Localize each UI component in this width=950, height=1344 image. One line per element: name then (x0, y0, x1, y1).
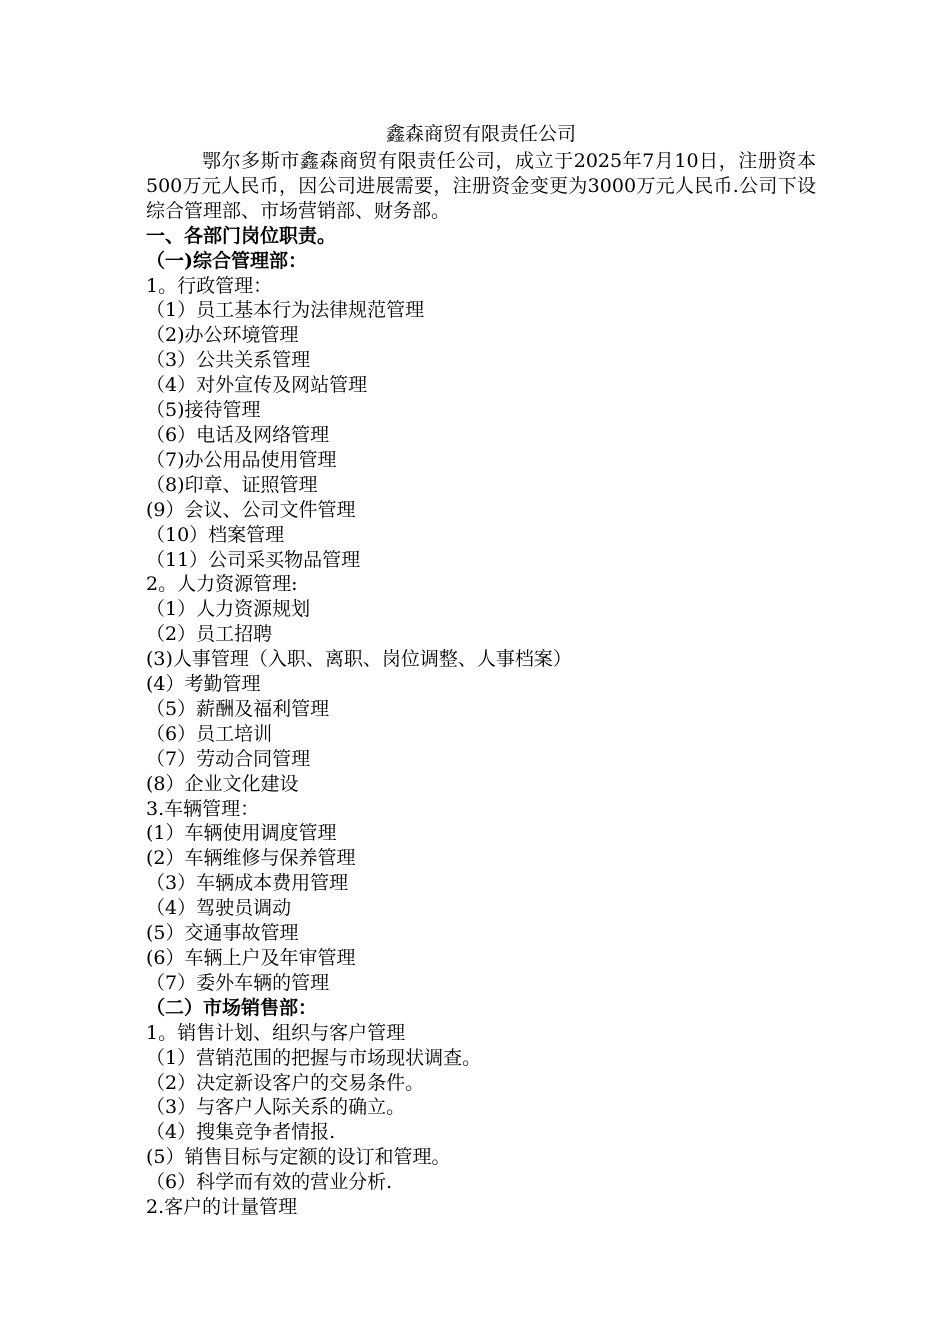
document-title: 鑫森商贸有限责任公司 (385, 123, 576, 145)
list-item: （7）劳动合同管理 (146, 747, 311, 770)
category-heading: 2。人力资源管理: (146, 573, 298, 596)
list-item: （6）电话及网络管理 (146, 423, 330, 446)
list-item: (3)人事管理（入职、离职、岗位调整、人事档案） (146, 648, 572, 671)
list-item: （4）驾驶员调动 (146, 897, 292, 920)
list-item: （7）委外车辆的管理 (146, 971, 330, 994)
subsection-heading: （二）市场销售部： (146, 996, 318, 1019)
list-item: (2）车辆维修与保养管理 (146, 847, 356, 870)
list-item: （1）员工基本行为法律规范管理 (146, 299, 425, 322)
subsection-heading: （一)综合管理部： (146, 249, 307, 272)
list-item: （3）与客户人际关系的确立。 (146, 1096, 406, 1119)
list-item: （6）科学而有效的营业分析. (146, 1171, 393, 1194)
list-item: （2）决定新设客户的交易条件。 (146, 1071, 425, 1094)
list-item: (5）交通事故管理 (146, 922, 299, 945)
list-item: (5）销售目标与定额的设订和管理。 (146, 1146, 451, 1169)
list-item: (4）考勤管理 (146, 673, 261, 696)
list-item: （11）公司采买物品管理 (146, 548, 361, 571)
category-heading: 3.车辆管理： (146, 797, 260, 820)
list-item: （4）搜集竞争者情报. (146, 1121, 336, 1144)
list-item: (9）会议、公司文件管理 (146, 498, 356, 521)
section-heading: 一、各部门岗位职责。 (146, 224, 337, 247)
list-item: （3）公共关系管理 (146, 349, 311, 372)
document-page (146, 120, 816, 1220)
list-item: （8)印章、证照管理 (146, 473, 318, 496)
list-item: （4）对外宣传及网站管理 (146, 374, 368, 397)
list-item: （7)办公用品使用管理 (146, 448, 337, 471)
list-item: (8）企业文化建设 (146, 772, 299, 795)
list-item: （1）营销范围的把握与市场现状调查。 (146, 1046, 482, 1069)
intro-paragraph: 鄂尔多斯市鑫森商贸有限责任公司，成立于2025年7月10日，注册资本 500万元人民币，因公司进展需要，注册资金变更为3000万元人民币.公司下设综合管理部、市场营销部、财务部。 (146, 150, 816, 222)
list-item: （3）车辆成本费用管理 (146, 872, 349, 895)
list-item: （1）人力资源规划 (146, 598, 311, 621)
category-heading: 1。销售计划、组织与客户管理 (146, 1021, 406, 1044)
category-heading: 1。行政管理： (146, 274, 273, 297)
list-item: （2)办公环境管理 (146, 324, 299, 347)
list-item: （5）薪酬及福利管理 (146, 697, 330, 720)
list-item: （6）员工培训 (146, 722, 273, 745)
list-item: (6）车辆上户及年审管理 (146, 947, 356, 969)
list-item: （10）档案管理 (146, 523, 285, 546)
list-item: (1）车辆使用调度管理 (146, 822, 337, 845)
category-heading: 2.客户的计量管理 (146, 1196, 298, 1219)
list-item: （2）员工招聘 (146, 623, 273, 646)
list-item: （5)接待管理 (146, 399, 261, 422)
